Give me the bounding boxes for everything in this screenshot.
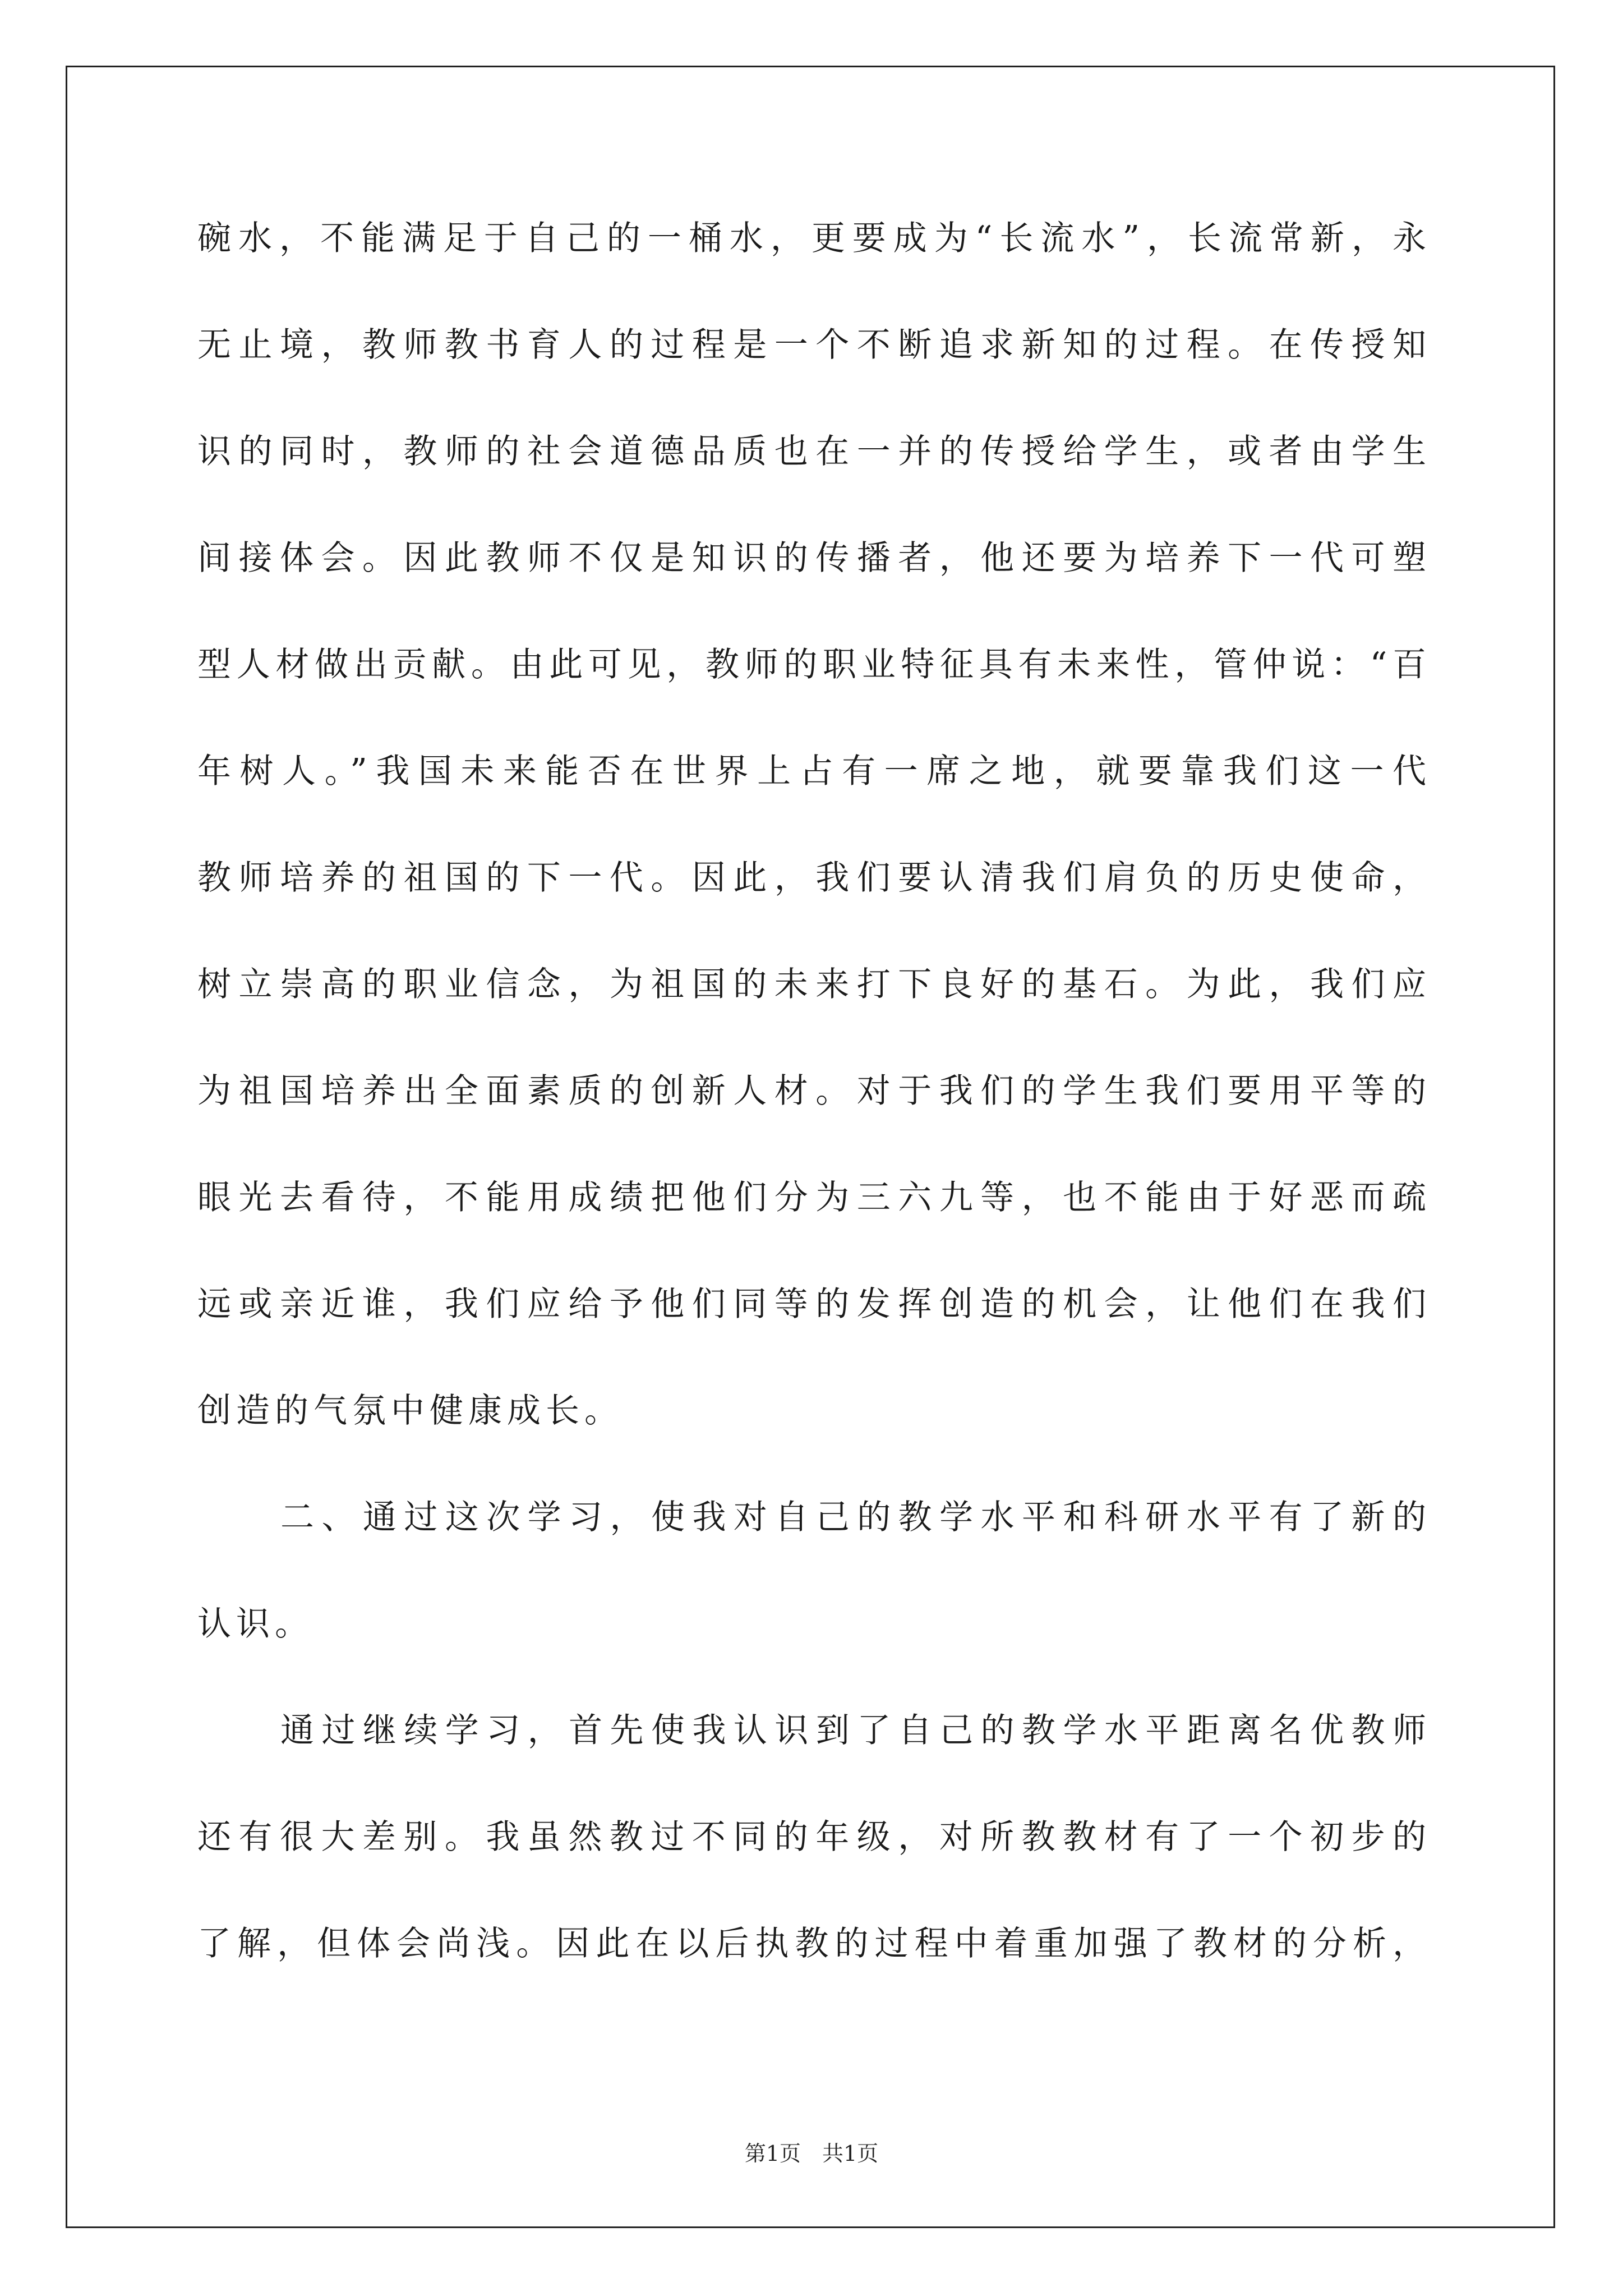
page-footer: 第1页 共1页 (744, 2141, 879, 2166)
text-line: 无止境，教师教书育人的过程是一个不断追求新知的过程。在传授知 (197, 325, 1431, 365)
text-line: 识的同时，教师的社会道德品质也在一并的传授给学生，或者由学生 (197, 432, 1431, 471)
text-line: 年树人。”我国未来能否在世界上占有一席之地，就要靠我们这一代 (197, 752, 1431, 791)
text-line: 树立崇高的职业信念，为祖国的未来打下良好的基石。为此，我们应 (197, 965, 1431, 1004)
text-line: 创造的气氛中健康成长。 (197, 1391, 623, 1430)
text-line: 间接体会。因此教师不仅是知识的传播者，他还要为培养下一代可塑 (197, 539, 1431, 578)
text-line: 型人材做出贡献。由此可见，教师的职业特征具有未来性，管仲说：“百 (197, 645, 1431, 684)
text-line: 认识。 (197, 1604, 313, 1644)
document-body (197, 219, 1431, 2031)
text-line: 二、通过这次学习，使我对自己的教学水平和科研水平有了新的 (280, 1498, 1431, 1537)
text-line: 碗水，不能满足于自己的一桶水，更要成为“长流水”，长流常新，永 (197, 219, 1431, 258)
text-line: 教师培养的祖国的下一代。因此，我们要认清我们肩负的历史使命， (197, 858, 1431, 898)
text-line: 了解，但体会尚浅。因此在以后执教的过程中着重加强了教材的分析， (197, 1924, 1431, 1963)
text-line: 通过继续学习，首先使我认识到了自己的教学水平距离名优教师 (280, 1711, 1431, 1750)
text-line: 还有很大差别。我虽然教过不同的年级，对所教教材有了一个初步的 (197, 1818, 1431, 1857)
text-line: 为祖国培养出全面素质的创新人材。对于我们的学生我们要用平等的 (197, 1071, 1431, 1111)
text-line: 眼光去看待，不能用成绩把他们分为三六九等，也不能由于好恶而疏 (197, 1178, 1431, 1217)
text-line: 远或亲近谁，我们应给予他们同等的发挥创造的机会，让他们在我们 (197, 1285, 1431, 1324)
